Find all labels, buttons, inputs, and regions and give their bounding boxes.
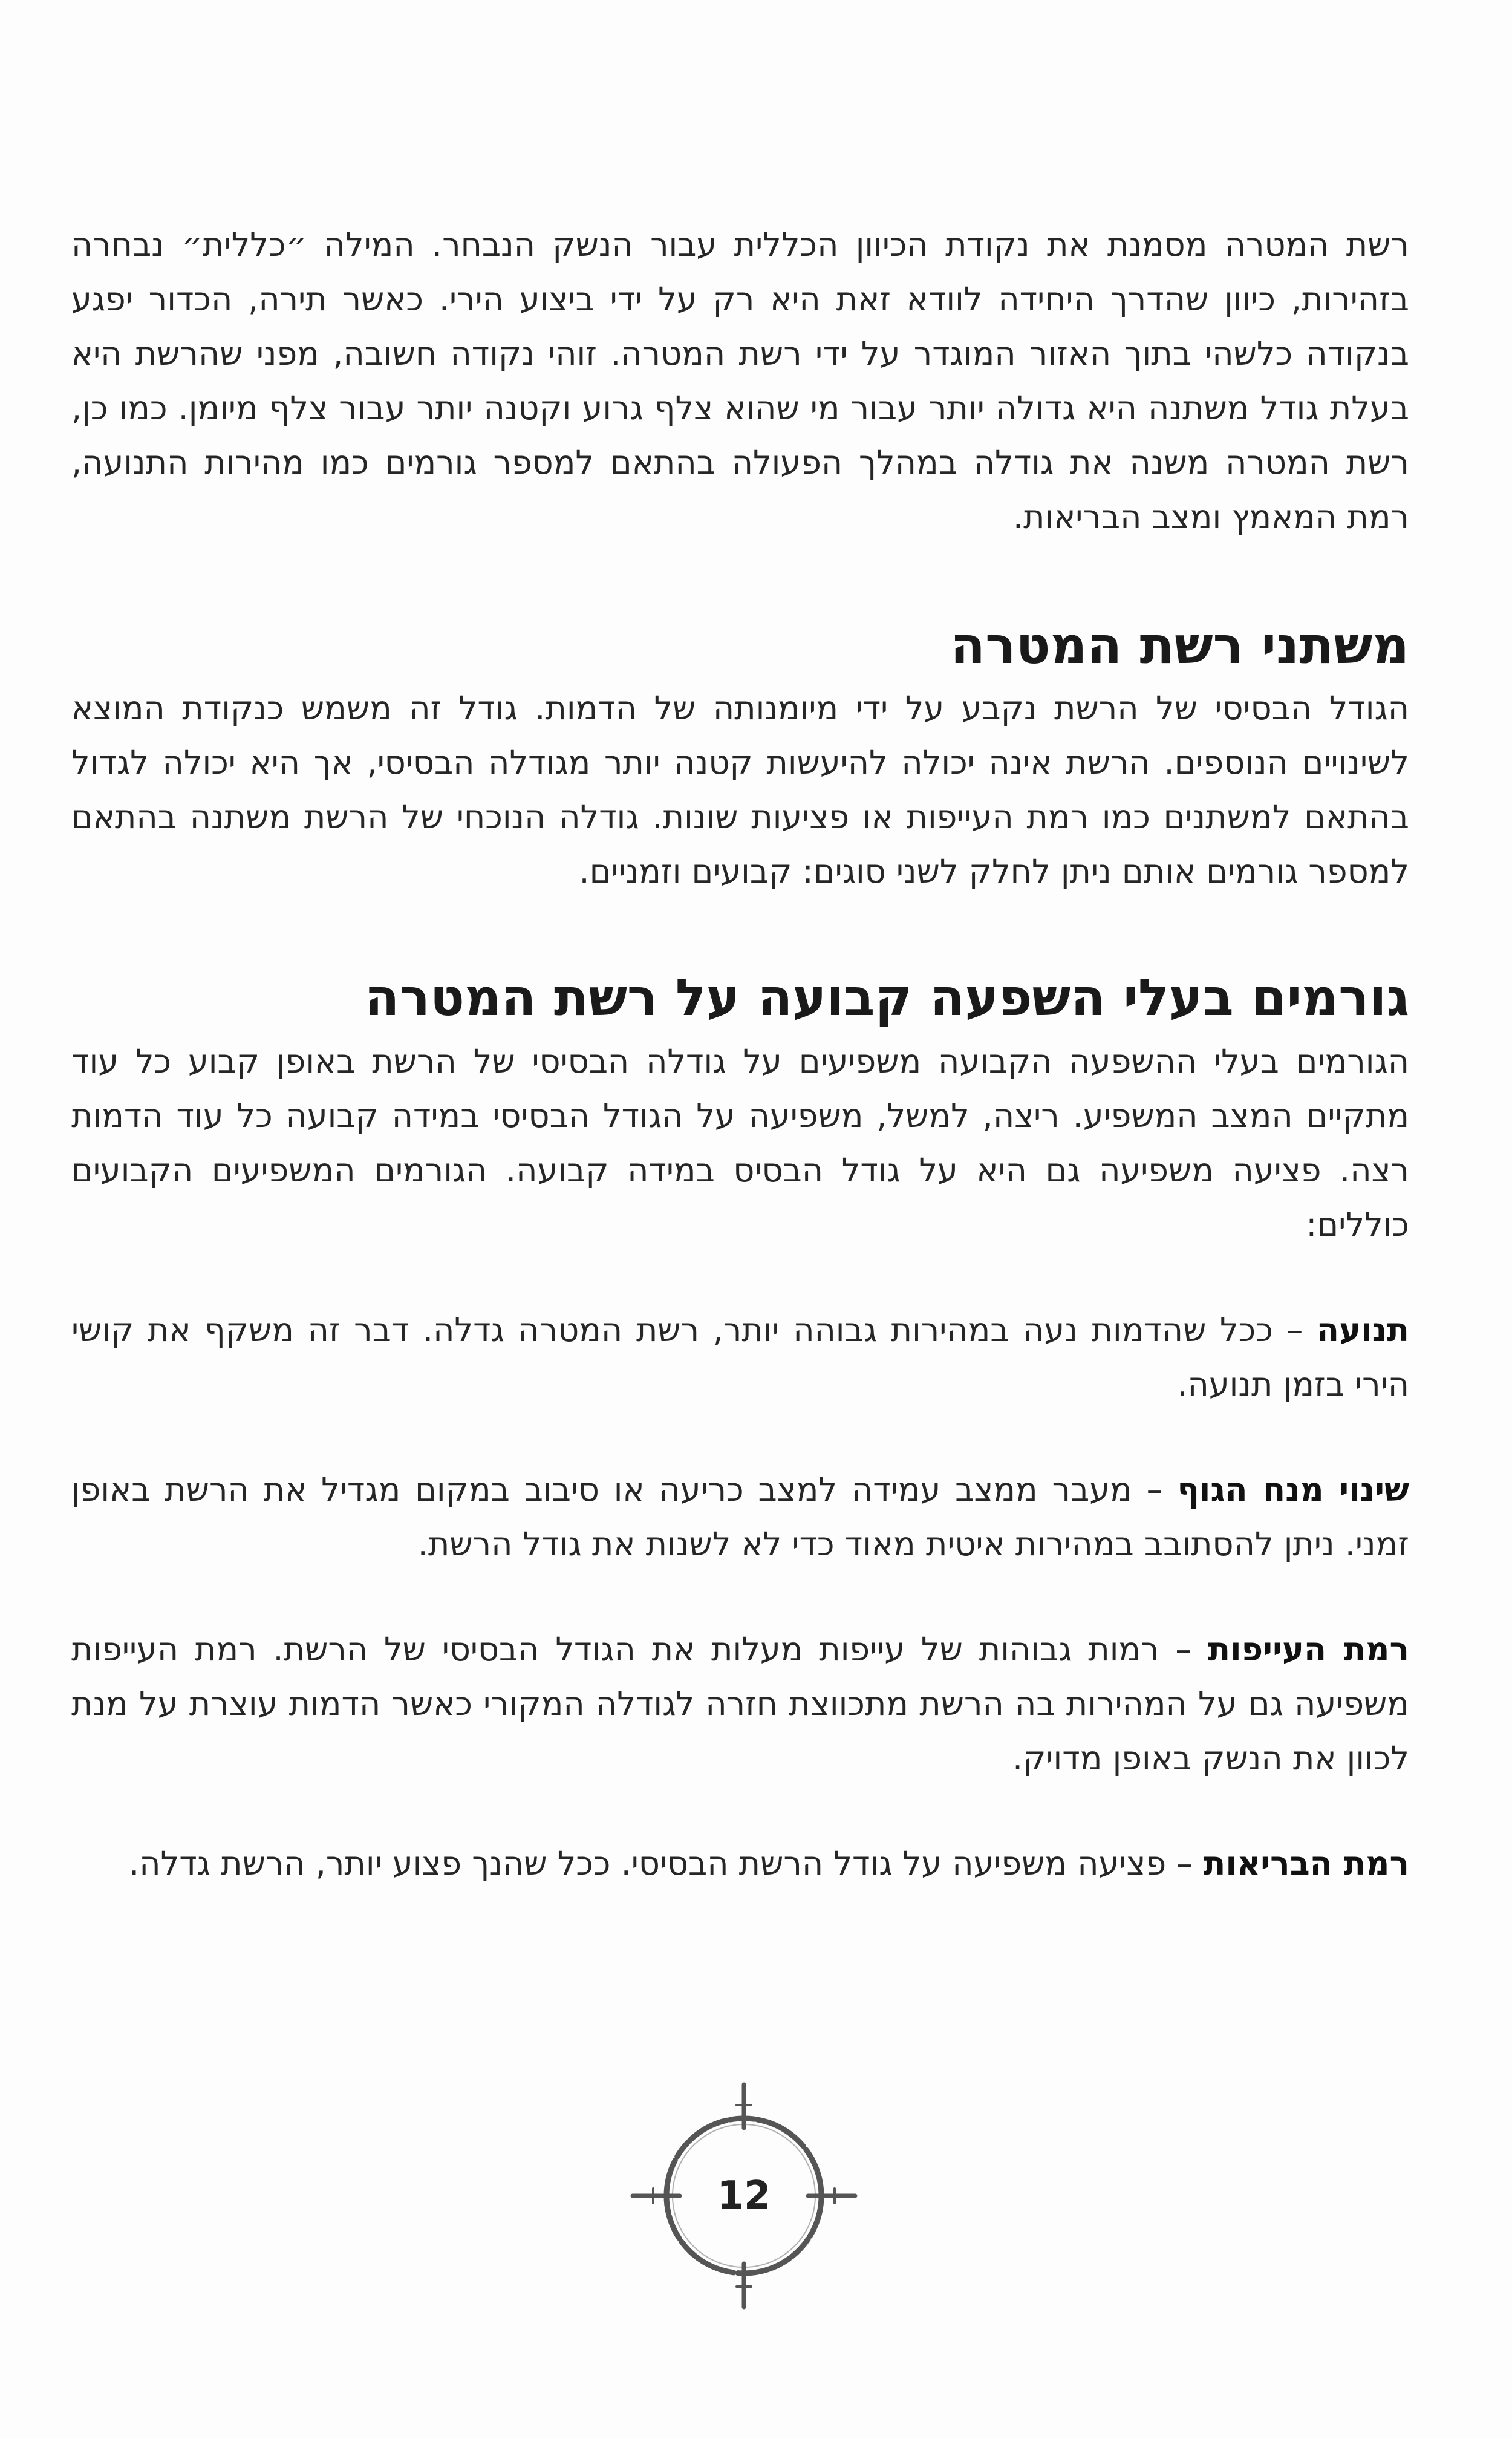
section-heading-fixed-factors: גורמים בעלי השפעה קבועה על רשת המטרה — [364, 968, 1409, 1027]
page-number: 12 — [717, 2173, 771, 2218]
factor-separator: – — [1159, 1630, 1208, 1668]
factor-term: תנועה — [1317, 1311, 1409, 1349]
fixed-factors-paragraph: הגורמים בעלי ההשפעה הקבועה משפיעים על גודלה הבסיסי של הרשת באופן קבוע כל עוד מתקיים המצב המשפיע. ריצה, למשל, משפיעה על הגודל הבסיסי במידה קבועה כל עוד הדמות רצה. פציעה משפיעה גם היא על גודל הבסיס במידה קבועה. הגורמים המשפיעים הקבועים כוללים: — [71, 1042, 1409, 1244]
factor-health — [71, 1837, 1409, 1891]
factor-separator: – — [1272, 1311, 1317, 1349]
factor-term: רמת הבריאות — [1203, 1844, 1409, 1882]
section-heading-reticle-variables: משתני רשת המטרה — [950, 616, 1409, 675]
factor-separator: – — [1132, 1471, 1178, 1509]
factor-description: רמות גבוהות של עייפות מעלות את הגודל הבסיסי של הרשת. רמת העייפות משפיעה גם על המהירות בה הרשת מתכווצת חזרה לגודלה המקורי כאשר הדמות עוצרת על מנת לכוון את הנשק באופן מדויק. — [71, 1630, 1409, 1777]
intro-paragraph: רשת המטרה מסמנת את נקודת הכיוון הכללית עבור הנשק הנבחר. המילה ״כללית״ נבחרה בזהירות, כיוון שהדרך היחידה לוודא זאת היא רק על ידי ביצוע הירי. כאשר תירה, הכדור יפגע בנקודה כלשהי בתוך האזור המוגדר על ידי רשת המטרה. זוהי נקודה חשובה, מפני שהרשת היא בעלת גודל משתנה היא גדולה יותר עבור מי שהוא צלף גרוע וקטנה יותר עבור צלף מיומן. כמו כן, רשת המטרה משנה את גודלה במהלך הפעולה בהתאם למספר גורמים כמו מהירות התנועה, רמת המאמץ ומצב הבריאות. — [71, 226, 1409, 536]
factor-term: שינוי מנח הגוף — [1177, 1471, 1409, 1509]
factor-fatigue — [71, 1622, 1409, 1786]
factor-posture-change — [71, 1463, 1409, 1572]
factor-movement — [71, 1303, 1409, 1412]
factor-description: פציעה משפיעה על גודל הרשת הבסיסי. ככל שהנך פצוע יותר, הרשת גדלה. — [129, 1844, 1167, 1882]
reticle-variables-paragraph: הגודל הבסיסי של הרשת נקבע על ידי מיומנותה של הדמות. גודל זה משמש כנקודת המוצא לשינויים הנוספים. הרשת אינה יכולה להיעשות קטנה יותר מגודלה הבסיסי, אך היא יכולה לגדול בהתאם למשתנים כמו רמת העייפות או פציעות שונות. גודלה הנוכחי של הרשת משתנה בהתאם למספר גורמים אותם ניתן לחלק לשני סוגים: קבועים וזמניים. — [71, 689, 1409, 890]
page-content — [71, 218, 1409, 1891]
factor-term: רמת העייפות — [1208, 1630, 1409, 1668]
factor-separator: – — [1166, 1844, 1204, 1882]
factor-description: מעבר ממצב עמידה למצב כריעה או סיבוב במקום מגדיל את הרשת באופן זמני. ניתן להסתובב במהירות איטית מאוד כדי לא לשנות את גודל הרשת. — [71, 1471, 1409, 1563]
factor-description: ככל שהדמות נעה במהירות גבוהה יותר, רשת המטרה גדלה. דבר זה משקף את קושי הירי בזמן תנועה. — [71, 1311, 1409, 1403]
